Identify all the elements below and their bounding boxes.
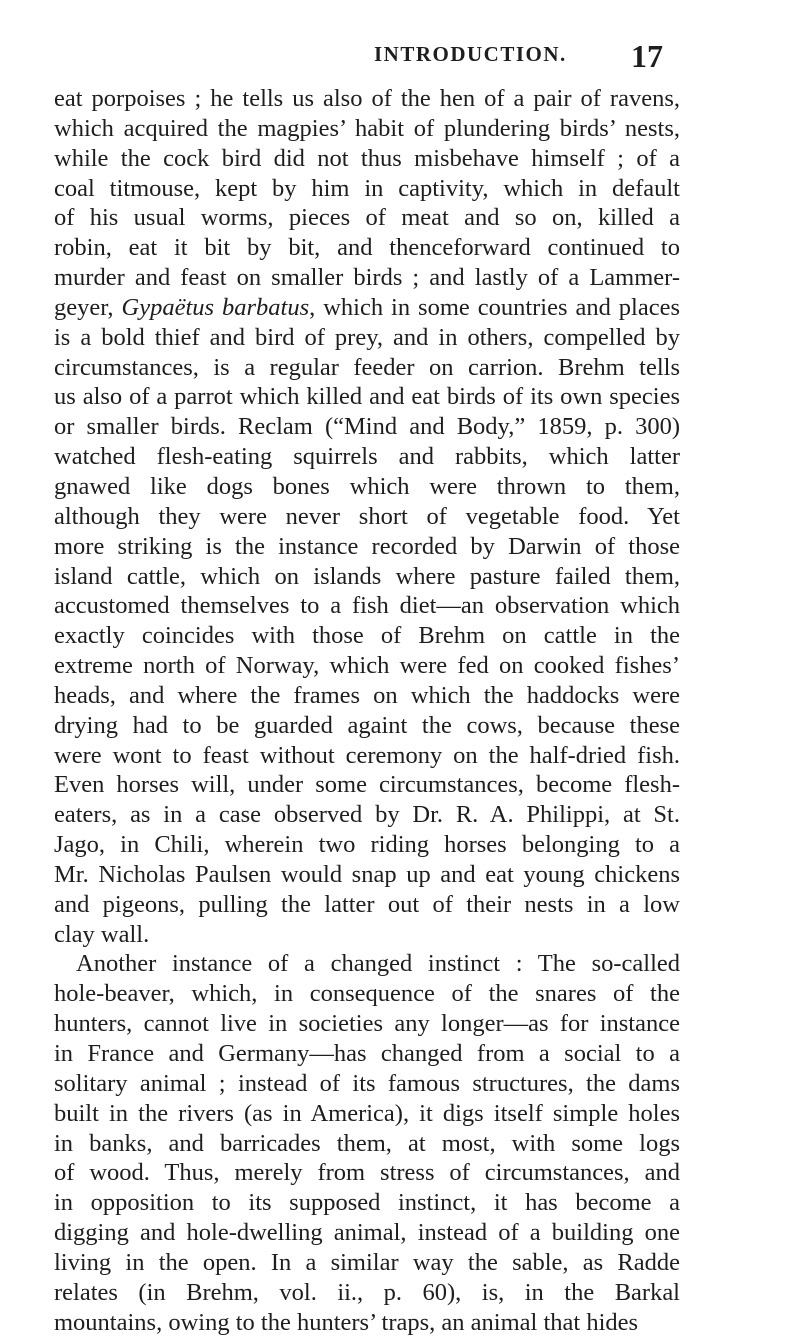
text-line: relates (in Brehm, vol. ii., p. 60), is, in the Barkal (54, 1278, 680, 1306)
page-header (0, 38, 800, 82)
text-line: robin, eat it bit by bit, and thenceforward continued to (54, 234, 680, 262)
text-line: or smaller birds. Reclam (“Mind and Body,” 1859, p. 300) (54, 413, 680, 441)
text-line: more striking is the instance recorded by Darwin of those (54, 532, 680, 560)
text-line: extreme north of Norway, which were fed on cooked fishes’ (54, 652, 680, 680)
text-line: hunters, cannot live in societies any longer—as for instance (54, 1010, 680, 1038)
text-line: Another instance of a changed instinct : The so-called (76, 950, 680, 978)
body-text (54, 84, 680, 1337)
text-line: is a bold thief and bird of prey, and in others, compelled by (54, 323, 680, 351)
text-line: murder and feast on smaller birds ; and lastly of a Lammer- (54, 264, 680, 292)
text-line: us also of a parrot which killed and eat birds of its own species (54, 383, 680, 411)
text-line: were wont to feast without ceremony on the half-dried fish. (54, 741, 680, 769)
text-line: island cattle, which on islands where pasture failed them, (54, 562, 680, 590)
text-line: in banks, and barricades them, at most, with some logs (54, 1129, 680, 1157)
text-line: gnawed like dogs bones which were thrown to them, (54, 472, 680, 500)
text-line: although they were never short of vegetable food. Yet (54, 502, 680, 530)
line-text: geyer, (54, 293, 122, 321)
text-line: circumstances, is a regular feeder on carrion. Brehm tells (54, 353, 680, 381)
text-line: exactly coincides with those of Brehm on cattle in the (54, 622, 680, 650)
line-text: , which in some countries and places (309, 293, 680, 321)
text-line: heads, and where the frames on which the haddocks were (54, 681, 680, 709)
text-line: Mr. Nicholas Paulsen would snap up and eat young chickens (54, 860, 680, 888)
text-line: Jago, in Chili, wherein two riding horses belonging to a (54, 831, 680, 859)
text-line: of wood. Thus, merely from stress of circumstances, and (54, 1159, 680, 1187)
text-line: living in the open. In a similar way the sable, as Radde (54, 1248, 680, 1276)
text-line: of his usual worms, pieces of meat and so on, killed a (54, 204, 680, 232)
text-line: hole-beaver, which, in consequence of the snares of the (54, 980, 680, 1008)
text-line (54, 293, 680, 323)
text-line: eaters, as in a case observed by Dr. R. A. Philippi, at St. (54, 801, 680, 829)
text-line: mountains, owing to the hunters’ traps, an animal that hides (54, 1308, 639, 1336)
text-line: eat porpoises ; he tells us also of the hen of a pair of ravens, (54, 85, 680, 112)
text-line: digging and hole-dwelling animal, instead of a building one (54, 1219, 680, 1247)
text-line: in France and Germany—has changed from a social to a (54, 1040, 680, 1067)
page-number: 17 (631, 38, 663, 74)
text-line: and pigeons, pulling the latter out of their nests in a low (54, 890, 680, 918)
text-line: solitary animal ; instead of its famous structures, the dams (54, 1069, 680, 1097)
text-line: watched flesh-eating squirrels and rabbits, which latter (54, 443, 680, 471)
text-line: accustomed themselves to a fish diet—an observation which (54, 592, 680, 620)
text-line: built in the rivers (as in America), it digs itself simple holes (54, 1099, 680, 1127)
text-line: in opposition to its supposed instinct, it has become a (54, 1189, 680, 1217)
text-line: which acquired the magpies’ habit of plundering birds’ nests, (54, 114, 680, 142)
species-name-italic: Gypaëtus barbatus (121, 293, 310, 321)
text-line: while the cock bird did not thus misbehave himself ; of a (54, 144, 680, 172)
text-line: clay wall. (54, 920, 150, 948)
running-head: INTRODUCTION. (374, 42, 567, 66)
text-line: coal titmouse, kept by him in captivity, which in default (54, 174, 680, 202)
text-line: Even horses will, under some circumstances, become flesh- (54, 771, 680, 799)
text-line: drying had to be guarded againt the cows, because these (54, 711, 680, 739)
